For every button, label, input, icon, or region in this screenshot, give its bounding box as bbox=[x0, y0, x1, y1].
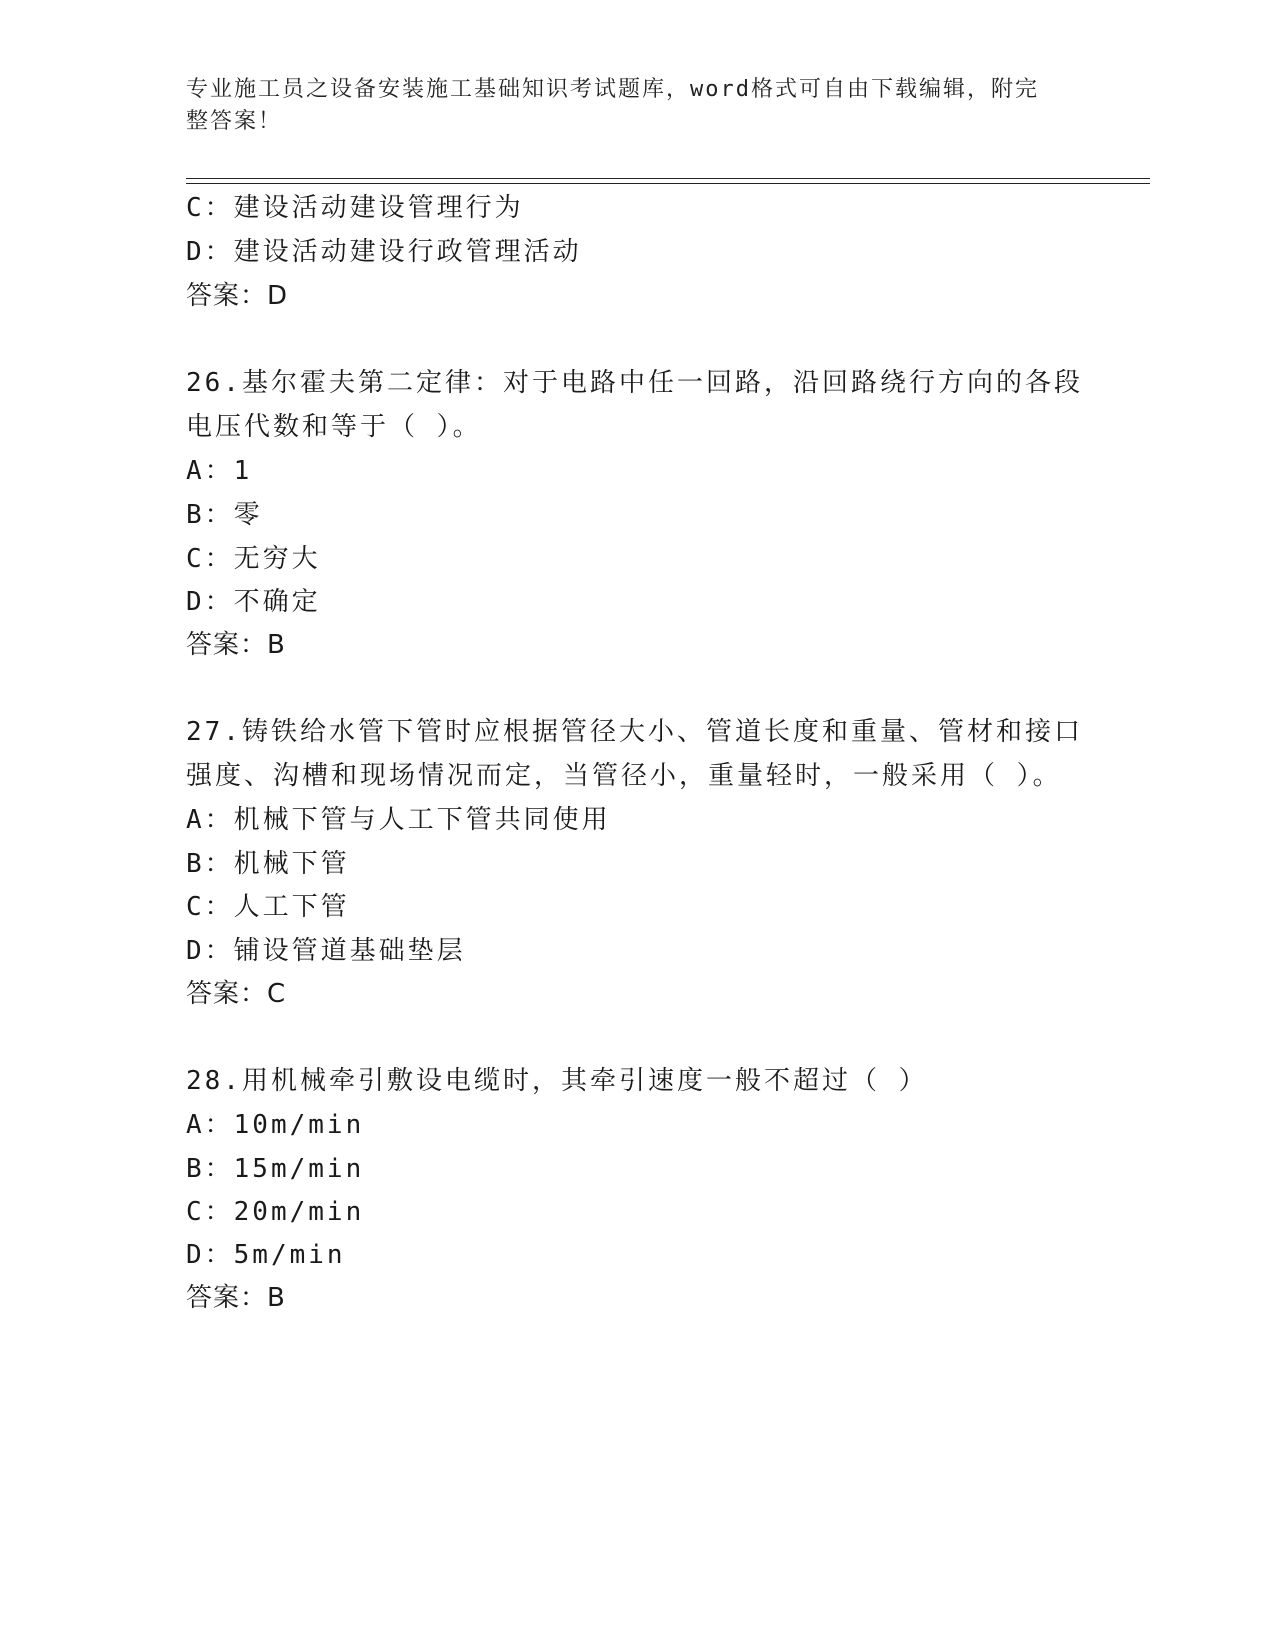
q28-option-c: C：20m/min bbox=[186, 1197, 365, 1227]
q28-stem-line-1: 28.用机械牵引敷设电缆时，其牵引速度一般不超过（ ） bbox=[186, 1066, 928, 1096]
q27-option-a: A：机械下管与人工下管共同使用 bbox=[186, 805, 611, 835]
prev-answer: 答案：D bbox=[186, 281, 289, 311]
q28-option-b: B：15m/min bbox=[186, 1154, 365, 1184]
q27-option-c: C：人工下管 bbox=[186, 892, 350, 922]
q26-option-a: A：1 bbox=[186, 456, 253, 486]
q27-option-d: D：铺设管道基础垫层 bbox=[186, 936, 466, 966]
q28-option-a: A：10m/min bbox=[186, 1110, 365, 1140]
q27-stem-line-2: 强度、沟槽和现场情况而定，当管径小，重量轻时，一般采用（ ）。 bbox=[186, 761, 1062, 791]
q27-stem-line-1: 27.铸铁给水管下管时应根据管径大小、管道长度和重量、管材和接口 bbox=[186, 717, 1083, 747]
prev-option-d: D：建设活动建设行政管理活动 bbox=[186, 237, 582, 267]
q28-option-d: D：5m/min bbox=[186, 1240, 346, 1270]
header-divider-bottom bbox=[186, 183, 1150, 184]
header-line-2: 整答案！ bbox=[186, 109, 283, 134]
q27-option-b: B：机械下管 bbox=[186, 849, 350, 879]
q26-stem-line-1: 26.基尔霍夫第二定律：对于电路中任一回路，沿回路绕行方向的各段 bbox=[186, 368, 1083, 398]
q26-stem-line-2: 电压代数和等于（ ）。 bbox=[186, 412, 482, 442]
prev-option-c: C：建设活动建设管理行为 bbox=[186, 193, 524, 223]
q28-answer: 答案：B bbox=[186, 1283, 286, 1313]
document-header bbox=[186, 74, 1066, 138]
q26-option-c: C：无穷大 bbox=[186, 544, 321, 574]
q26-option-d: D：不确定 bbox=[186, 587, 321, 617]
q27-answer: 答案：C bbox=[186, 979, 287, 1009]
header-line-1: 专业施工员之设备安装施工基础知识考试题库，word格式可自由下载编辑，附完 bbox=[186, 77, 1039, 102]
q26-answer: 答案：B bbox=[186, 630, 286, 660]
header-divider-top bbox=[186, 178, 1150, 179]
q26-option-b: B：零 bbox=[186, 500, 263, 530]
